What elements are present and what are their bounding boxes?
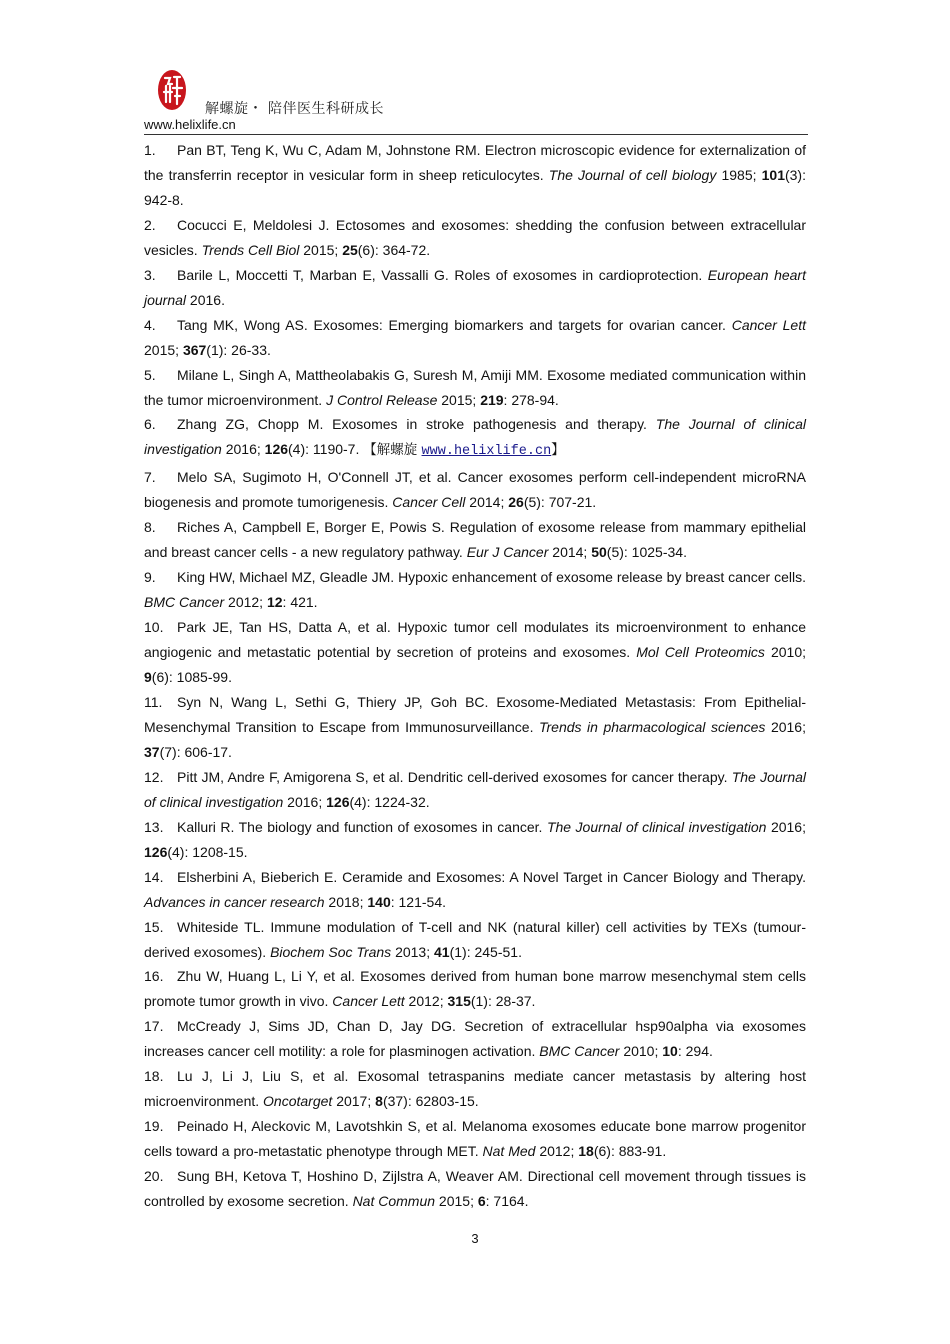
reference-authors-title: Melo SA, Sugimoto H, O'Connell JT, et al. Cancer exosomes perform cell-independent microRNA biogenesis and promote tumorigenesis. <box>144 469 806 511</box>
reference-number: 12. <box>144 768 164 785</box>
reference-year: 2012; <box>535 1143 579 1160</box>
reference-item <box>144 1014 806 1064</box>
reference-volume: 367 <box>182 341 207 358</box>
reference-number: 3. <box>144 266 156 283</box>
reference-authors-title: Peinado H, Aleckovic M, Lavotshkin S, et al. Melanoma exosomes educate bone marrow progenitor cells toward a pro-metastatic phenotype through MET. <box>144 1118 806 1160</box>
reference-pages: (1): 26-33. <box>206 341 271 358</box>
reference-number: 13. <box>144 818 164 835</box>
reference-journal: Advances in cancer research <box>144 893 325 910</box>
reference-number: 9. <box>144 569 156 586</box>
reference-volume: 41 <box>434 943 450 960</box>
reference-year: 2014; <box>465 494 509 511</box>
reference-year: 2015; <box>144 341 183 358</box>
reference-journal: Trends Cell Biol <box>201 241 300 258</box>
reference-year: 2016. <box>186 291 225 308</box>
reference-item <box>144 964 806 1014</box>
reference-journal: The Journal of clinical investigation <box>144 416 806 458</box>
reference-number: 1. <box>144 142 156 158</box>
reference-journal: Oncotarget <box>263 1093 333 1110</box>
reference-journal: Mol Cell Proteomics <box>636 644 765 661</box>
reference-item <box>144 465 806 515</box>
reference-journal: Cancer Lett <box>332 993 405 1010</box>
reference-number: 19. <box>144 1118 164 1135</box>
reference-volume: 12 <box>266 594 283 611</box>
reference-authors-title: Park JE, Tan HS, Datta A, et al. Hypoxic tumor cell modulates its microenvironment to enhance angiogenic and metastatic potential by secretion of proteins and exosomes. <box>144 619 806 661</box>
reference-pages: (6): 883-91. <box>593 1143 667 1160</box>
reference-item <box>144 615 806 690</box>
reference-year: 2012; <box>224 594 267 611</box>
reference-year: 2015; <box>437 391 481 408</box>
promo-open: 【解螺旋 <box>363 442 422 459</box>
reference-number: 20. <box>144 1168 164 1185</box>
reference-item <box>144 263 806 313</box>
reference-number: 17. <box>144 1018 164 1035</box>
reference-number: 7. <box>144 469 156 486</box>
reference-volume: 26 <box>508 494 524 511</box>
reference-item <box>144 1064 806 1114</box>
promo-banner <box>363 442 564 458</box>
reference-year: 2016; <box>766 818 806 835</box>
reference-journal: Nat Commun <box>352 1193 436 1210</box>
reference-volume: 315 <box>447 993 471 1010</box>
reference-journal: Nat Med <box>482 1143 536 1160</box>
reference-authors-title: Cocucci E, Meldolesi J. Ectosomes and exosomes: shedding the confusion between extracellular vesicles. <box>144 216 806 258</box>
reference-authors-title: Zhu W, Huang L, Li Y, et al. Exosomes derived from human bone marrow mesenchymal stem cells promote tumor growth in vivo. <box>144 968 806 1010</box>
page-number: 3 <box>471 1231 479 1246</box>
reference-year: 2016; <box>765 718 806 735</box>
reference-journal: European heart journal <box>144 266 806 308</box>
logo-seal-icon <box>156 68 188 112</box>
reference-volume: 219 <box>480 391 504 408</box>
reference-item <box>144 138 806 213</box>
helixlife-logo <box>156 68 188 112</box>
reference-authors-title: Zhang ZG, Chopp M. Exosomes in stroke pathogenesis and therapy. <box>177 416 656 433</box>
reference-authors-title: Elsherbini A, Bieberich E. Ceramide and Exosomes: A Novel Target in Cancer Biology and Therapy. <box>177 868 806 885</box>
reference-number: 18. <box>144 1068 164 1085</box>
reference-list <box>144 138 806 1214</box>
promo-link[interactable]: www.helixlife.cn <box>421 444 552 460</box>
reference-volume: 9 <box>144 669 152 686</box>
reference-journal: BMC Cancer <box>144 594 225 611</box>
reference-volume: 18 <box>578 1143 594 1160</box>
promo-close: 】 <box>551 442 565 459</box>
reference-journal: Trends in pharmacological sciences <box>538 718 766 735</box>
reference-pages: : 278-94. <box>503 391 559 408</box>
reference-volume: 8 <box>375 1093 383 1110</box>
reference-authors-title: Pitt JM, Andre F, Amigorena S, et al. Dendritic cell-derived exosomes for cancer therapy. <box>177 768 732 785</box>
reference-pages: : 7164. <box>485 1193 529 1210</box>
reference-pages: (37): 62803-15. <box>382 1093 479 1110</box>
reference-pages: : 421. <box>282 594 318 611</box>
reference-pages: (7): 606-17. <box>159 743 232 760</box>
reference-authors-title: Riches A, Campbell E, Borger E, Powis S. Regulation of exosome release from mammary epithelial and breast cancer cells - a new regulatory pathway. <box>144 519 806 561</box>
reference-authors-title: Barile L, Moccetti T, Marban E, Vassalli G. Roles of exosomes in cardioprotection. <box>177 266 708 283</box>
reference-journal: The Journal of clinical investigation <box>144 768 806 810</box>
header-divider <box>144 134 808 135</box>
reference-journal: J Control Release <box>326 391 438 408</box>
reference-journal: BMC Cancer <box>539 1043 620 1060</box>
reference-volume: 140 <box>367 893 391 910</box>
reference-volume: 6 <box>477 1193 486 1210</box>
reference-number: 16. <box>144 968 164 985</box>
reference-pages: (1): 28-37. <box>470 993 536 1010</box>
reference-number: 10. <box>144 619 164 636</box>
reference-item <box>144 1114 806 1164</box>
reference-item <box>144 1164 806 1214</box>
reference-year: 2015; <box>299 241 343 258</box>
reference-authors-title: Tang MK, Wong AS. Exosomes: Emerging biomarkers and targets for ovarian cancer. <box>177 316 732 333</box>
reference-year: 2017; <box>332 1093 376 1110</box>
header-slogan: 解螺旋・ 陪伴医生科研成长 <box>205 101 384 117</box>
reference-year: 2010; <box>619 1043 663 1060</box>
reference-number: 8. <box>144 519 156 536</box>
reference-number: 15. <box>144 918 164 935</box>
reference-pages: (4): 1190-7. <box>288 441 364 458</box>
reference-number: 5. <box>144 366 156 383</box>
reference-year: 2010; <box>764 644 806 661</box>
reference-item <box>144 690 806 765</box>
reference-authors-title: Milane L, Singh A, Mattheolabakis G, Suresh M, Amiji MM. Exosome mediated communication within the tumor microenvironment. <box>144 366 806 408</box>
reference-number: 6. <box>144 416 156 433</box>
reference-pages: (1): 245-51. <box>449 943 522 960</box>
reference-journal: Cancer Cell <box>392 494 466 511</box>
reference-authors-title: Sung BH, Ketova T, Hoshino D, Zijlstra A, Weaver AM. Directional cell movement through tissues is controlled by exosome secretion. <box>144 1168 806 1210</box>
reference-authors-title: Lu J, Li J, Liu S, et al. Exosomal tetraspanins mediate cancer metastasis by altering host microenvironment. <box>144 1068 806 1110</box>
reference-year: 2012; <box>404 993 448 1010</box>
reference-pages: (6): 364-72. <box>357 241 431 258</box>
reference-year: 2016; <box>283 793 327 810</box>
reference-year: 2014; <box>548 544 592 561</box>
reference-pages: (4): 1208-15. <box>167 843 248 860</box>
reference-authors-title: Pan BT, Teng K, Wu C, Adam M, Johnstone RM. Electron microscopic evidence for externalization of the transferrin receptor in vesicular form in sheep reticulocytes. <box>144 142 806 183</box>
reference-item <box>144 213 806 263</box>
reference-year: 2015; <box>435 1193 478 1210</box>
reference-volume: 126 <box>326 793 350 810</box>
reference-authors-title: Whiteside TL. Immune modulation of T-cell and NK (natural killer) cell activities by TEXs (tumour-derived exosomes). <box>144 918 806 960</box>
reference-volume: 126 <box>144 843 168 860</box>
reference-authors-title: King HW, Michael MZ, Gleadle JM. Hypoxic enhancement of exosome release by breast cancer cells. <box>177 569 806 586</box>
reference-item <box>144 363 806 413</box>
reference-pages: (4): 1224-32. <box>349 793 430 810</box>
reference-authors-title: Kalluri R. The biology and function of exosomes in cancer. <box>177 818 547 835</box>
reference-number: 2. <box>144 216 156 233</box>
reference-pages: : 121-54. <box>390 893 446 910</box>
reference-item <box>144 865 806 915</box>
reference-volume: 10 <box>662 1043 678 1060</box>
reference-year: 2013; <box>391 943 435 960</box>
reference-number: 11. <box>144 693 163 710</box>
reference-item <box>144 765 806 815</box>
reference-authors-title: Syn N, Wang L, Sethi G, Thiery JP, Goh BC. Exosome-Mediated Metastasis: From Epithelial-Mesenchymal Transition to Escape from Immunosurveillance. <box>144 693 806 735</box>
header-website[interactable]: www.helixlife.cn <box>144 117 236 132</box>
reference-pages: (5): 707-21. <box>523 494 597 511</box>
reference-year: 1985; <box>716 166 762 183</box>
reference-journal: Eur J Cancer <box>466 544 549 561</box>
reference-year: 2016; <box>221 441 265 458</box>
reference-item <box>144 412 806 465</box>
reference-pages: (6): 1085-99. <box>151 669 232 686</box>
reference-journal: The Journal of clinical investigation <box>546 818 767 835</box>
reference-item <box>144 565 806 615</box>
reference-year: 2018; <box>324 893 368 910</box>
reference-authors-title: McCready J, Sims JD, Chan D, Jay DG. Secretion of extracellular hsp90alpha via exosomes increases cancer cell motility: a role for plasminogen activation. <box>144 1018 806 1060</box>
reference-item <box>144 915 806 965</box>
reference-item <box>144 515 806 565</box>
reference-number: 14. <box>144 868 164 885</box>
reference-journal: Biochem Soc Trans <box>270 943 392 960</box>
reference-volume: 50 <box>591 544 607 561</box>
reference-number: 4. <box>144 316 156 333</box>
reference-volume: 25 <box>342 241 358 258</box>
reference-volume: 37 <box>144 743 160 760</box>
reference-volume: 101 <box>761 166 785 183</box>
reference-item <box>144 815 806 865</box>
reference-journal: Cancer Lett <box>731 316 807 333</box>
reference-pages: (3): 942-8. <box>144 166 806 208</box>
reference-volume: 126 <box>264 441 289 458</box>
reference-pages: : 294. <box>677 1043 713 1060</box>
reference-pages: (5): 1025-34. <box>606 544 687 561</box>
reference-journal: The Journal of cell biology <box>548 166 717 183</box>
reference-item <box>144 313 806 363</box>
